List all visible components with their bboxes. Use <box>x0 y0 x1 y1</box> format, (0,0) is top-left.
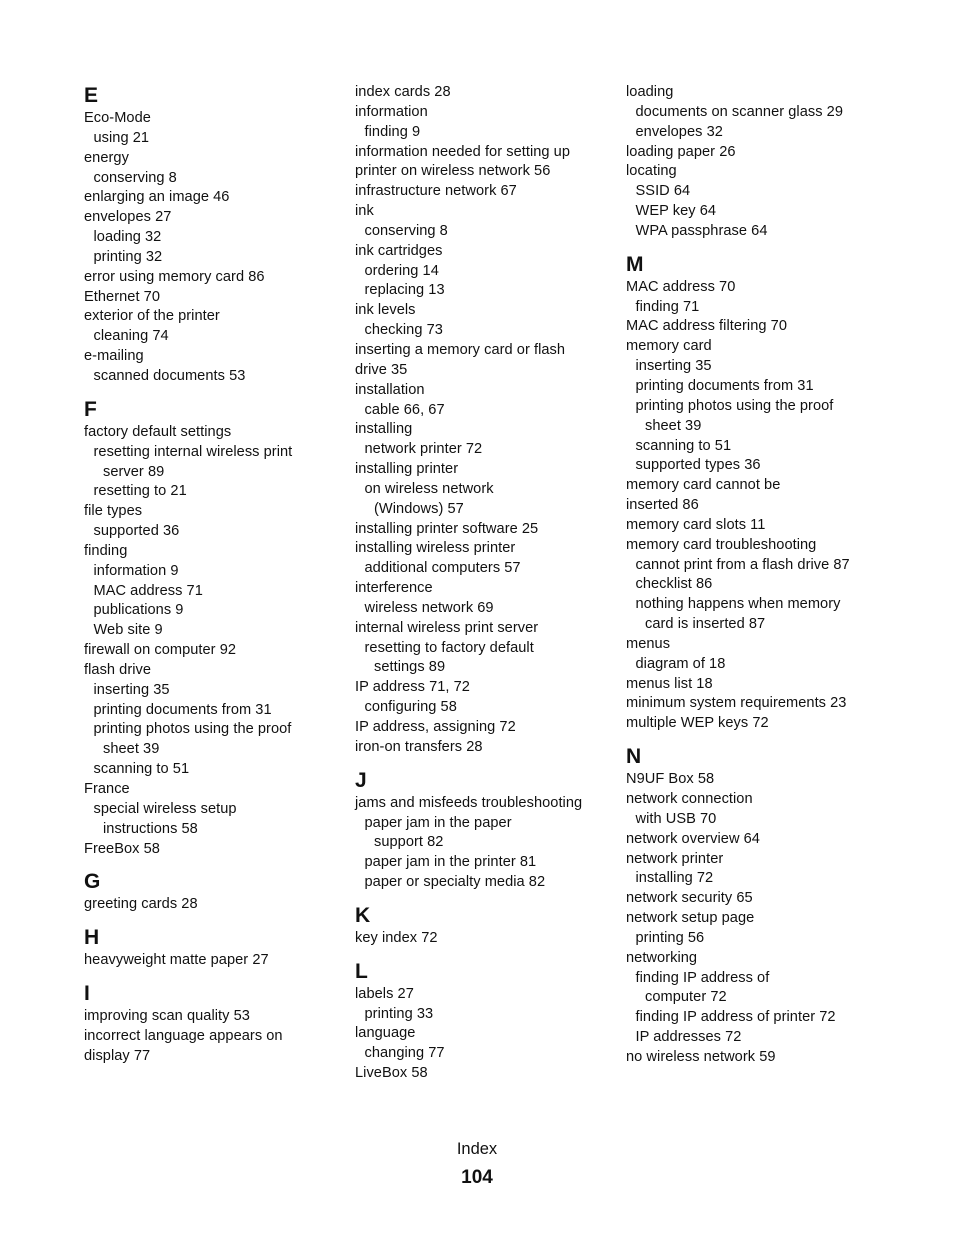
index-entry: network overview 64 <box>626 830 760 847</box>
index-entry: installing wireless printer <box>355 540 516 557</box>
index-entry: language <box>355 1025 416 1042</box>
index-subentry: replacing 13 <box>364 282 445 299</box>
index-subentry: printing photos using the proof <box>635 397 834 414</box>
index-entry: interference <box>355 580 433 597</box>
index-subentry: finding 9 <box>364 123 421 140</box>
index-entry: network printer <box>626 850 724 867</box>
index-subentry: support 82 <box>374 834 444 851</box>
index-subentry: ordering 14 <box>364 262 439 279</box>
index-subentry: finding 71 <box>635 298 700 315</box>
index-entry: menus <box>626 635 671 652</box>
index-subentry: sheet 39 <box>645 417 702 434</box>
index-subentry: cannot print from a flash drive 87 <box>635 556 850 573</box>
index-letter-heading: J <box>355 768 367 792</box>
index-subentry: wireless network 69 <box>364 599 494 616</box>
index-entry: enlarging an image 46 <box>84 189 230 206</box>
index-subentry: MAC address 71 <box>93 582 203 599</box>
index-entry: N9UF Box 58 <box>626 771 715 788</box>
index-entry: locating <box>626 163 677 180</box>
index-entry: finding <box>84 542 128 559</box>
index-subentry: paper or specialty media 82 <box>364 874 546 891</box>
index-entry: improving scan quality 53 <box>84 1008 250 1025</box>
index-subentry: (Windows) 57 <box>374 500 464 517</box>
index-subentry: finding IP address of <box>635 969 770 986</box>
index-entry: LiveBox 58 <box>355 1065 428 1082</box>
index-entry: flash drive <box>84 661 152 678</box>
index-entry: installation <box>355 381 425 398</box>
index-entry: MAC address filtering 70 <box>626 318 787 335</box>
index-subentry: on wireless network <box>364 480 494 497</box>
index-entry: drive 35 <box>355 361 408 378</box>
index-entry: FreeBox 58 <box>84 840 160 857</box>
index-subentry: network printer 72 <box>364 441 483 458</box>
index-subentry: cleaning 74 <box>93 328 169 345</box>
index-subentry: resetting to factory default <box>364 639 534 656</box>
index-subentry: WPA passphrase 64 <box>635 222 768 239</box>
index-subentry: conserving 8 <box>93 169 177 186</box>
index-entry: multiple WEP keys 72 <box>626 715 769 732</box>
index-entry: MAC address 70 <box>626 278 736 295</box>
index-entry: memory card <box>626 338 712 355</box>
index-letter-heading: L <box>355 959 368 983</box>
index-entry: IP address, assigning 72 <box>355 719 516 735</box>
index-entry: installing printer <box>355 461 459 478</box>
index-subentry: loading 32 <box>93 229 162 246</box>
index-subentry: inserting 35 <box>635 358 712 375</box>
index-subentry: printing documents from 31 <box>93 701 272 718</box>
index-subentry: printing documents from 31 <box>635 377 814 394</box>
index-subentry: Web site 9 <box>93 622 163 639</box>
index-entry: energy <box>84 149 129 166</box>
index-entry: information needed for setting up <box>355 143 571 160</box>
index-entry: internal wireless print server <box>355 619 539 636</box>
index-subentry: WEP key 64 <box>635 203 717 220</box>
index-subentry: sheet 39 <box>103 741 160 758</box>
index-entry: loading <box>626 84 674 100</box>
index-entry: iron-on transfers 28 <box>355 738 483 755</box>
index-subentry: configuring 58 <box>364 699 457 716</box>
index-subentry: IP addresses 72 <box>635 1029 742 1046</box>
index-entry: heavyweight matte paper 27 <box>84 952 269 969</box>
index-entry: factory default settings <box>84 423 232 440</box>
index-letter-heading: E <box>84 84 99 107</box>
index-entry: memory card slots 11 <box>626 516 766 533</box>
index-subentry: cable 66, 67 <box>364 401 445 418</box>
index-subentry: inserting 35 <box>93 681 170 698</box>
index-subentry: paper jam in the printer 81 <box>364 854 537 871</box>
index-letter-heading: H <box>84 926 100 950</box>
index-subentry: information 9 <box>93 562 179 579</box>
index-subentry: supported types 36 <box>635 457 761 474</box>
index-entry: key index 72 <box>355 929 438 946</box>
index-entry: installing printer software 25 <box>355 520 539 537</box>
index-entry: network connection <box>626 791 753 807</box>
index-subentry: SSID 64 <box>635 183 691 200</box>
index-subentry: envelopes 32 <box>635 123 723 140</box>
index-subentry: documents on scanner glass 29 <box>635 103 844 120</box>
index-entry: index cards 28 <box>355 84 451 100</box>
index-entry: network security 65 <box>626 890 753 907</box>
index-subentry: installing 72 <box>635 870 714 887</box>
index-entry: no wireless network 59 <box>626 1048 776 1065</box>
index-subentry: publications 9 <box>93 602 184 619</box>
index-entry: labels 27 <box>355 985 414 1002</box>
index-subentry: supported 36 <box>93 523 180 540</box>
index-subentry: paper jam in the paper <box>364 814 512 831</box>
index-entry: Eco-Mode <box>84 110 151 126</box>
index-column-1 <box>84 83 346 1067</box>
index-subentry: resetting internal wireless print <box>93 443 293 460</box>
index-entry: ink levels <box>355 302 416 319</box>
index-entry: greeting cards 28 <box>84 896 198 913</box>
index-subentry: printing 33 <box>364 1005 434 1022</box>
index-subentry: conserving 8 <box>364 222 448 239</box>
index-subentry: using 21 <box>93 129 150 146</box>
index-letter-heading: F <box>84 397 97 421</box>
index-subentry: additional computers 57 <box>364 560 521 577</box>
index-subentry: printing 32 <box>93 248 163 265</box>
index-subentry: scanned documents 53 <box>93 367 246 384</box>
index-subentry: settings 89 <box>374 659 446 676</box>
index-entry: information <box>355 103 428 120</box>
index-entry: inserted 86 <box>626 497 699 514</box>
index-entry: error using memory card 86 <box>84 268 265 285</box>
index-entry: envelopes 27 <box>84 209 172 226</box>
index-entry: menus list 18 <box>626 675 713 692</box>
index-column-3 <box>626 83 888 1068</box>
index-letter-heading: M <box>626 252 644 276</box>
index-entry: France <box>84 781 130 797</box>
index-entry: loading paper 26 <box>626 143 736 160</box>
index-subentry: resetting to 21 <box>93 483 187 500</box>
index-subentry: scanning to 51 <box>635 437 732 454</box>
index-subentry: checking 73 <box>364 322 443 339</box>
index-entry: installing <box>355 421 413 438</box>
index-entry: jams and misfeeds troubleshooting <box>355 794 583 811</box>
index-entry: exterior of the printer <box>84 308 220 325</box>
index-subentry: instructions 58 <box>103 820 198 837</box>
index-entry: inserting a memory card or flash <box>355 341 566 358</box>
index-entry: incorrect language appears on <box>84 1027 283 1044</box>
index-subentry: special wireless setup <box>93 800 237 817</box>
index-entry: file types <box>84 503 143 520</box>
index-subentry: nothing happens when memory <box>635 596 841 613</box>
index-entry: firewall on computer 92 <box>84 642 237 659</box>
index-entry: infrastructure network 67 <box>355 183 517 200</box>
index-subentry: changing 77 <box>364 1045 445 1062</box>
index-entry: memory card cannot be <box>626 477 781 494</box>
index-entry: Ethernet 70 <box>84 288 161 305</box>
index-letter-heading: G <box>84 870 101 894</box>
index-subentry: computer 72 <box>645 989 727 1006</box>
index-subentry: printing photos using the proof <box>93 721 292 738</box>
index-subentry: with USB 70 <box>635 810 717 827</box>
index-subentry: diagram of 18 <box>635 655 726 672</box>
index-entry: minimum system requirements 23 <box>626 695 847 712</box>
index-column-2 <box>355 83 617 1084</box>
index-subentry: checklist 86 <box>635 576 713 593</box>
index-entry: IP address 71, 72 <box>355 679 470 696</box>
index-letter-heading: K <box>355 903 371 927</box>
index-letter-heading: N <box>626 745 642 769</box>
page-number: 104 <box>461 1167 493 1188</box>
footer-section-label: Index <box>456 1140 498 1158</box>
index-subentry: printing 56 <box>635 929 705 946</box>
index-entry: printer on wireless network 56 <box>355 163 551 180</box>
index-entry: networking <box>626 949 698 966</box>
index-subentry: card is inserted 87 <box>645 616 766 633</box>
index-entry: memory card troubleshooting <box>626 536 817 553</box>
index-letter-heading: I <box>84 982 90 1006</box>
index-entry: ink <box>355 203 374 220</box>
index-entry: display 77 <box>84 1047 151 1064</box>
index-entry: e-mailing <box>84 348 144 365</box>
index-subentry: finding IP address of printer 72 <box>635 1009 836 1026</box>
index-subentry: server 89 <box>103 463 165 480</box>
index-entry: ink cartridges <box>355 242 443 259</box>
index-subentry: scanning to 51 <box>93 761 190 778</box>
index-entry: network setup page <box>626 910 755 927</box>
